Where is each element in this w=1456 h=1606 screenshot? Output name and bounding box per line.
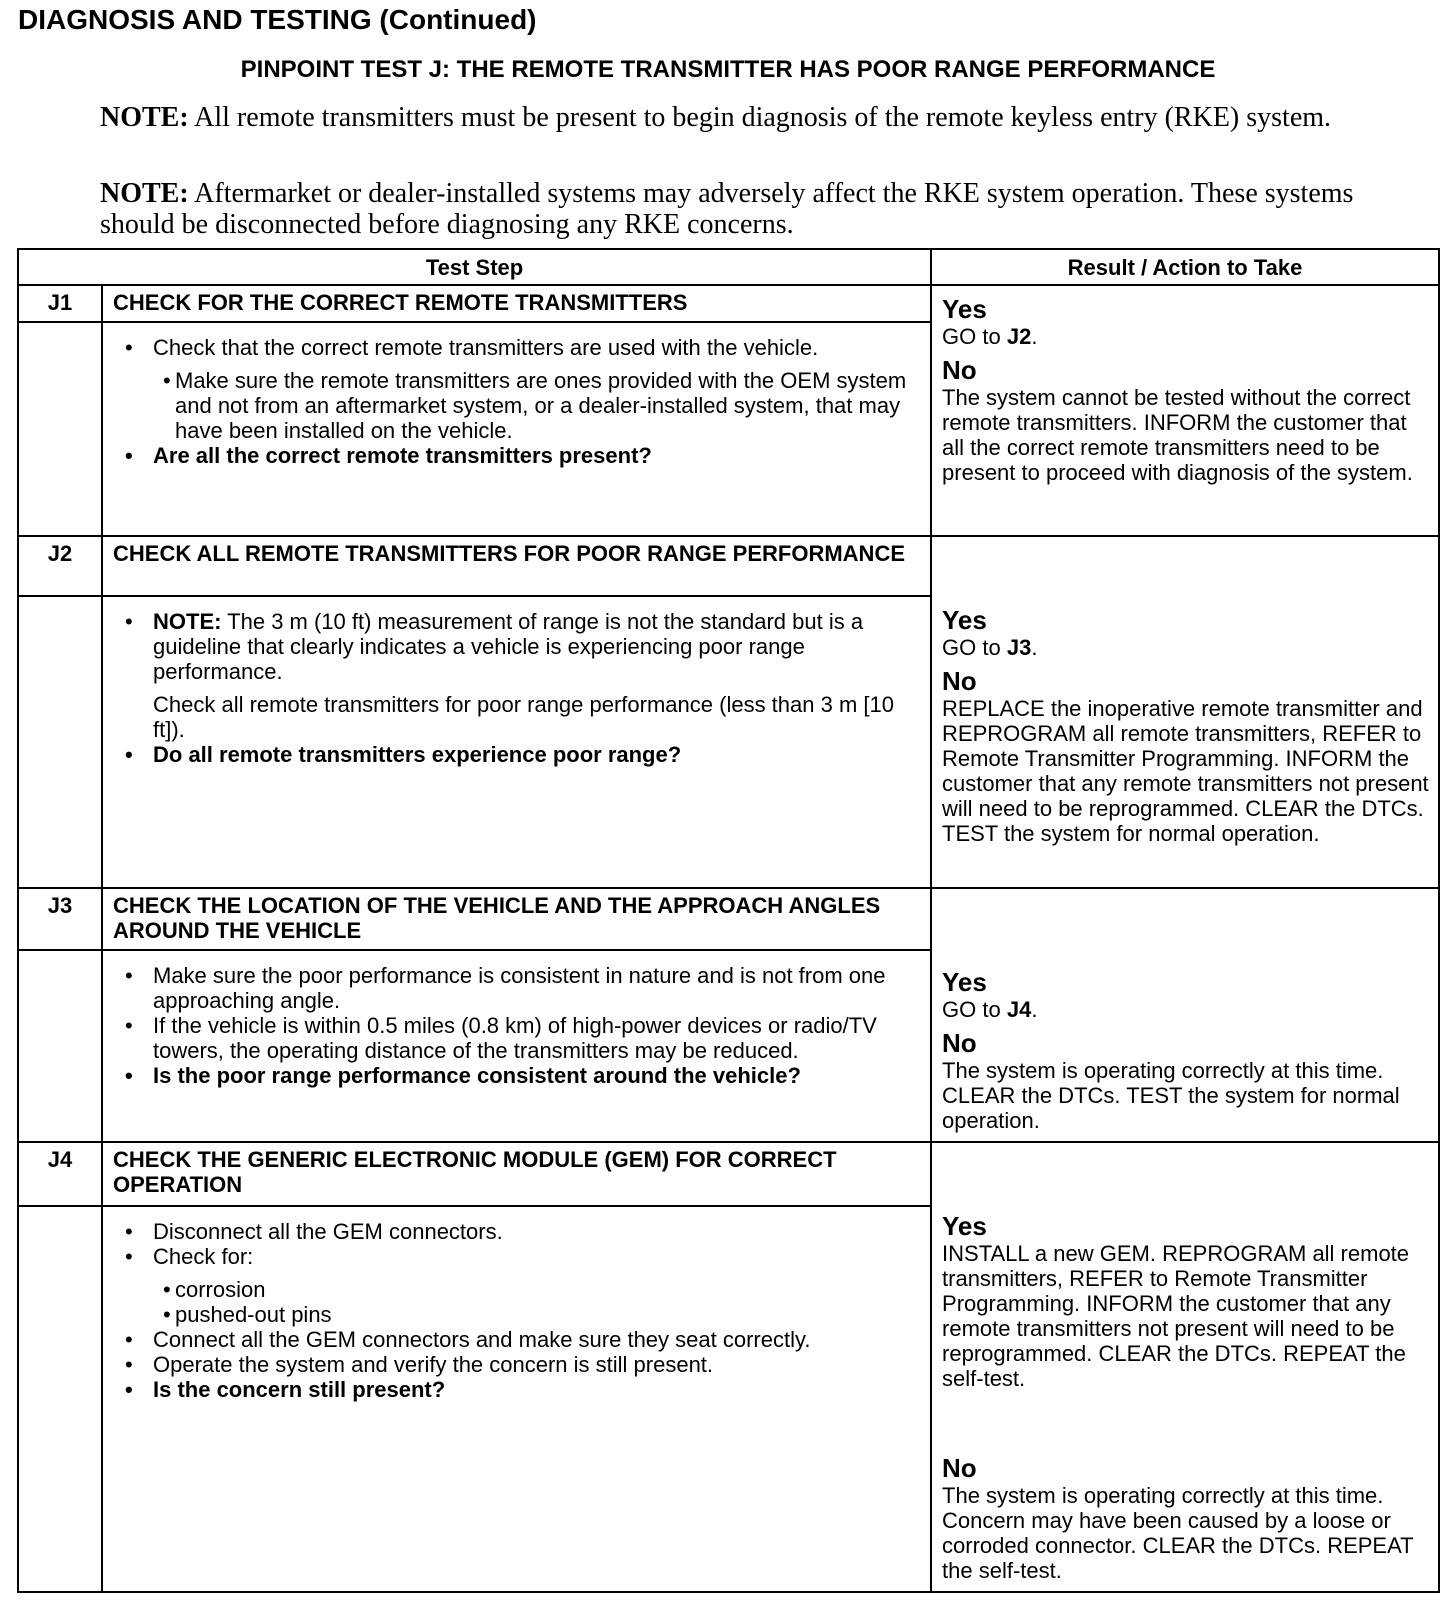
pinpoint-test-title: PINPOINT TEST J: THE REMOTE TRANSMITTER HAS POOR RANGE PERFORMANCE <box>240 56 1216 83</box>
step-j2-result <box>931 536 1439 888</box>
step-title: CHECK FOR THE CORRECT REMOTE TRANSMITTERS <box>102 285 931 322</box>
step-bullet: • Check for: <box>115 1244 918 1269</box>
step-id: J3 <box>18 888 102 950</box>
header-result-action: Result / Action to Take <box>931 249 1439 285</box>
table-header-row <box>18 249 1439 285</box>
step-bullet: • Make sure the poor performance is consistent in nature and is not from one approaching angle. <box>115 963 918 1013</box>
note-rke-transmitters <box>100 102 1360 133</box>
step-sub-bullet: • Make sure the remote transmitters are ones provided with the OEM system and not from an aftermarket system, or a dealer-installed system, that may have been installed on the vehicle. <box>115 368 918 443</box>
note-aftermarket-systems <box>100 178 1360 240</box>
step-j4-title-row <box>18 1142 1439 1206</box>
no-action: The system cannot be tested without the correct remote transmitters. INFORM the customer that all the correct remote transmitters need to be present to proceed with diagnosis of the system. <box>942 385 1413 485</box>
note-text: Aftermarket or dealer-installed systems may adversely affect the RKE system operation. These systems should be disconnected before diagnosing any RKE concerns. <box>100 178 1354 240</box>
note-text: All remote transmitters must be present to begin diagnosis of the remote keyless entry (RKE) system. <box>194 102 1332 133</box>
step-question: • Are all the correct remote transmitters present? <box>115 443 918 468</box>
step-id: J1 <box>18 285 102 322</box>
yes-label: Yes <box>942 967 987 997</box>
step-j3-result <box>931 888 1439 1142</box>
no-label: No <box>942 666 977 696</box>
yes-label: Yes <box>942 1211 987 1241</box>
step-body <box>102 950 931 1142</box>
step-id: J2 <box>18 536 102 596</box>
step-title: CHECK THE GENERIC ELECTRONIC MODULE (GEM) FOR CORRECT OPERATION <box>102 1142 931 1206</box>
step-j1-title-row <box>18 285 1439 322</box>
step-id-spacer <box>18 322 102 536</box>
step-continuation: Check all remote transmitters for poor range performance (less than 3 m [10 ft]). <box>153 692 894 742</box>
step-id-spacer <box>18 1206 102 1592</box>
page-heading: DIAGNOSIS AND TESTING (Continued) <box>18 4 537 35</box>
step-id-spacer <box>18 596 102 888</box>
step-sub-bullet: • pushed-out pins <box>115 1302 918 1327</box>
no-label: No <box>942 355 977 385</box>
test-steps-table <box>17 248 1440 1593</box>
step-question: • Do all remote transmitters experience poor range? <box>115 742 918 767</box>
no-label: No <box>942 1028 977 1058</box>
step-title: CHECK THE LOCATION OF THE VEHICLE AND THE APPROACH ANGLES AROUND THE VEHICLE <box>102 888 931 950</box>
no-action: The system is operating correctly at this time. Concern may have been caused by a loose or corroded connector. CLEAR the DTCs. REPEAT the self-test. <box>942 1483 1414 1583</box>
step-question: • Is the concern still present? <box>115 1377 918 1402</box>
step-bullet: • Check that the correct remote transmitters are used with the vehicle. <box>115 335 918 360</box>
step-bullet: • NOTE: The 3 m (10 ft) measurement of range is not the standard but is a guideline that clearly indicates a vehicle is experiencing poor range performance. <box>115 609 918 684</box>
yes-action: INSTALL a new GEM. REPROGRAM all remote transmitters, REFER to Remote Transmitter Programming. INFORM the customer that any remote transmitters not present will need to be reprogrammed. CLEAR the DTCs. REPEAT the self-test. <box>942 1241 1410 1391</box>
step-body <box>102 596 931 888</box>
step-j1-result <box>931 285 1439 536</box>
step-body <box>102 1206 931 1592</box>
no-label: No <box>942 1453 977 1483</box>
step-body <box>102 322 931 536</box>
step-sub-bullet: • corrosion <box>115 1277 918 1302</box>
note-label: NOTE: <box>100 102 189 133</box>
header-test-step: Test Step <box>18 249 931 285</box>
yes-label: Yes <box>942 294 987 324</box>
step-j2-title-row <box>18 536 1439 596</box>
step-j4-result <box>931 1142 1439 1592</box>
yes-label: Yes <box>942 605 987 635</box>
yes-action: GO to J3. <box>942 635 1038 660</box>
step-id-spacer <box>18 950 102 1142</box>
no-action: REPLACE the inoperative remote transmitter and REPROGRAM all remote transmitters, REFER to Remote Transmitter Programming. INFORM the customer that any remote transmitters not present will need to be reprogrammed. CLEAR the DTCs. TEST the system for normal operation. <box>942 696 1429 846</box>
step-title: CHECK ALL REMOTE TRANSMITTERS FOR POOR RANGE PERFORMANCE <box>102 536 931 596</box>
no-action: The system is operating correctly at this time. CLEAR the DTCs. TEST the system for normal operation. <box>942 1058 1400 1133</box>
yes-action: GO to J4. <box>942 997 1038 1022</box>
step-question: • Is the poor range performance consistent around the vehicle? <box>115 1063 918 1088</box>
yes-action: GO to J2. <box>942 324 1038 349</box>
step-j3-title-row <box>18 888 1439 950</box>
step-bullet: • If the vehicle is within 0.5 miles (0.8 km) of high-power devices or radio/TV towers, the operating distance of the transmitters may be reduced. <box>115 1013 918 1063</box>
step-bullet: • Connect all the GEM connectors and make sure they seat correctly. <box>115 1327 918 1352</box>
step-bullet: • Disconnect all the GEM connectors. <box>115 1219 918 1244</box>
step-bullet: • Operate the system and verify the concern is still present. <box>115 1352 918 1377</box>
note-label: NOTE: <box>100 178 189 209</box>
step-id: J4 <box>18 1142 102 1206</box>
